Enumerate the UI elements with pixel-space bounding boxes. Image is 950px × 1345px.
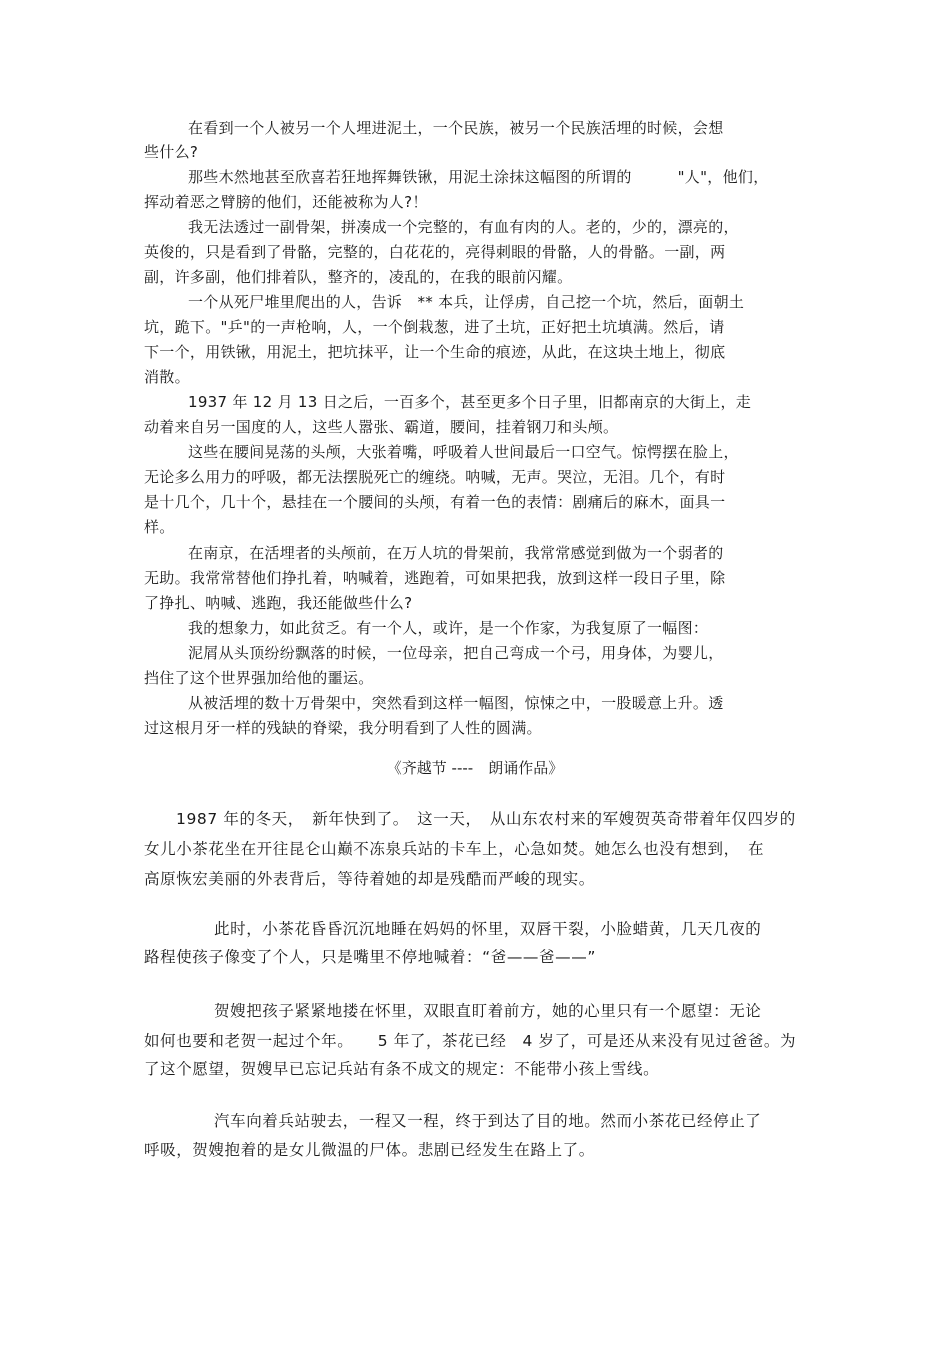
paragraph-line: 这些在腰间晃荡的头颅，大张着嘴，呼吸着人世间最后一口空气。惊愕摆在脸上， [188, 443, 739, 461]
paragraph-line: 样。 [144, 518, 175, 536]
paragraph-line: 无论多么用力的呼吸，都无法摆脱死亡的缠绕。呐喊，无声。哭泣，无泪。几个，有时 [144, 468, 726, 486]
paragraph-line: 1937 年 12 月 13 日之后，一百多个，甚至更多个日子里，旧都南京的大街上，走 [188, 393, 752, 411]
paragraph-line: 1987 年的冬天， 新年快到了。 这一天， 从山东农村来的军嫂贺英奇带着年仅四岁的 [176, 810, 796, 828]
paragraph-line: 女儿小茶花坐在开往昆仑山巅不冻泉兵站的卡车上，心急如焚。她怎么也没有想到， 在 [144, 840, 765, 858]
paragraph-line: 路程使孩子像变了个人，只是嘴里不停地喊着：“爸——爸——” [144, 948, 596, 966]
paragraph-line: 动着来自另一国度的人，这些人嚣张、霸道，腰间，挂着钢刀和头颅。 [144, 418, 619, 436]
paragraph-line: 泥屑从头顶纷纷飘落的时候，一位母亲，把自己弯成一个弓，用身体，为婴儿， [188, 644, 724, 662]
paragraph-line: 此时，小茶花昏昏沉沉地睡在妈妈的怀里，双唇干裂，小脸蜡黄，几天几夜的 [214, 920, 762, 938]
paragraph-line: 高原恢宏美丽的外表背后，等待着她的却是残酷而严峻的现实。 [144, 870, 595, 888]
paragraph-line: 过这根月牙一样的残缺的脊梁，我分明看到了人性的圆满。 [144, 719, 542, 737]
paragraph-line: 那些木然地甚至欣喜若狂地挥舞铁锹，用泥土涂抹这幅图的所谓的 "人"，他们， [188, 168, 769, 186]
paragraph-line: 在看到一个人被另一个人埋进泥土，一个民族，被另一个民族活埋的时候，会想 [188, 119, 724, 137]
paragraph-line: 英俊的，只是看到了骨骼，完整的，白花花的，亮得刺眼的骨骼，人的骨骼。一副，两 [144, 243, 726, 261]
paragraph-line: 些什么? [144, 143, 199, 161]
paragraph-line: 汽车向着兵站驶去，一程又一程，终于到达了目的地。然而小茶花已经停止了 [214, 1112, 762, 1130]
paragraph-line: 是十几个，几十个，悬挂在一个腰间的头颅，有着一色的表情：剧痛后的麻木，面具一 [144, 493, 726, 511]
paragraph-line: 如何也要和老贺一起过个年。 5 年了，茶花已经 4 岁了，可是还从来没有见过爸爸。为 [144, 1032, 797, 1050]
paragraph-line: 坑，跪下。"乒"的一声枪响，人，一个倒栽葱，进了土坑，正好把土坑填满。然后，请 [144, 318, 725, 336]
paragraph-line: 从被活埋的数十万骨架中，突然看到这样一幅图，惊悚之中，一股暖意上升。透 [188, 694, 724, 712]
paragraph-line: 在南京，在活埋者的头颅前，在万人坑的骨架前，我常常感觉到做为一个弱者的 [188, 544, 724, 562]
paragraph-line: 无助。我常常替他们挣扎着，呐喊着，逃跑着，可如果把我，放到这样一段日子里，除 [144, 569, 726, 587]
paragraph-line: 挥动着恶之臂膀的他们，还能被称为人?！ [144, 193, 428, 211]
section-heading: 《齐越节 ---- 朗诵作品》 [386, 759, 564, 777]
paragraph-line: 我的想象力，如此贫乏。有一个人，或许，是一个作家，为我复原了一幅图： [188, 619, 709, 637]
paragraph-line: 贺嫂把孩子紧紧地搂在怀里，双眼直盯着前方，她的心里只有一个愿望：无论 [214, 1002, 762, 1020]
paragraph-line: 消散。 [144, 368, 190, 386]
paragraph-line: 了这个愿望，贺嫂早已忘记兵站有条不成文的规定：不能带小孩上雪线。 [144, 1060, 660, 1078]
paragraph-line: 呼吸，贺嫂抱着的是女儿微温的尸体。悲剧已经发生在路上了。 [144, 1141, 595, 1159]
paragraph-line: 挡住了这个世界强加给他的噩运。 [144, 669, 374, 687]
paragraph-line: 我无法透过一副骨架，拼凑成一个完整的，有血有肉的人。老的，少的，漂亮的， [188, 218, 739, 236]
paragraph-line: 副，许多副，他们排着队，整齐的，凌乱的，在我的眼前闪耀。 [144, 268, 573, 286]
paragraph-line: 一个从死尸堆里爬出的人，告诉 ** 本兵，让俘虏，自己挖一个坑，然后，面朝土 [188, 293, 745, 311]
paragraph-line: 了挣扎、呐喊、逃跑，我还能做些什么? [144, 594, 413, 612]
paragraph-line: 下一个，用铁锹，用泥土，把坑抹平，让一个生命的痕迹，从此，在这块土地上，彻底 [144, 343, 726, 361]
